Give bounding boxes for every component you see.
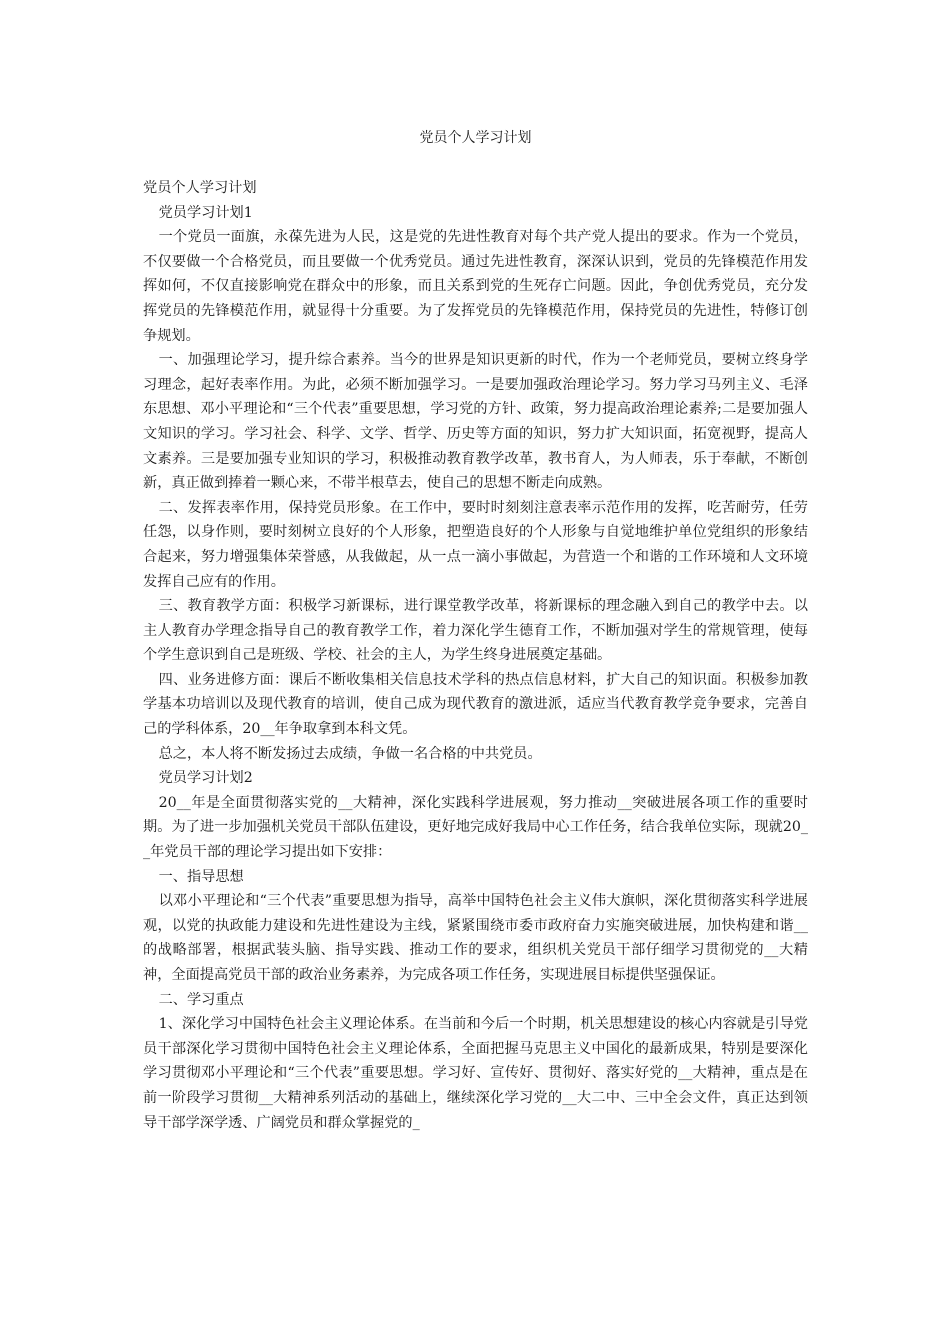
paragraph: 二、发挥表率作用，保持党员形象。在工作中，要时时刻刻注意表率示范作用的发挥，吃苦耐劳，任劳任怨，以身作则，要时刻树立良好的个人形象，把塑造良好的个人形象与自觉地维护单位党组织的形象结合起来，努力增强集体荣誉感，从我做起，从一点一滴小事做起，为营造一个和谐的工作环境和人文环境发挥自己应有的作用。 (143, 499, 808, 590)
paragraph: 党员个人学习计划 (143, 180, 257, 196)
paragraph: 1、深化学习中国特色社会主义理论体系。在当前和今后一个时期，机关思想建设的核心内容就是引导党员干部深化学习贯彻中国特色社会主义理论体系，全面把握马克思主义中国化的最新成果，特别是要深化学习贯彻邓小平理论和“三个代表”重要思想。学习好、宣传好、贯彻好、落实好党的__大精神，重点是在前一阶段学习贯彻__大精神系列活动的基础上，继续深化学习党的__大二中、三中全会文件，真正达到领导干部学深学透、广阔党员和群众掌握党的_ (143, 1016, 808, 1131)
paragraph: 以邓小平理论和“三个代表”重要思想为指导，高举中国特色社会主义伟大旗帜，深化贯彻落实科学进展观，以党的执政能力建设和先进性建设为主线，紧紧围绕市委市政府奋力实施突破进展，加快构建和谐__的战略部署，根据武装头脑、指导实践、推动工作的要求，组织机关党员干部仔细学习贯彻党的__大精神，全面提高党员干部的政治业务素养，为完成各项工作任务，实现进展目标提供坚强保证。 (143, 893, 808, 983)
paragraph: 四、业务进修方面：课后不断收集相关信息技术学科的热点信息材料，扩大自己的知识面。积极参加教学基本功培训以及现代教育的培训，使自己成为现代教育的激进派，适应当代教育教学竞争要求，完善自己的学科体系，20__年争取拿到本科文凭。 (143, 671, 808, 738)
paragraph: 党员学习计划2 (158, 770, 253, 787)
paragraph: 三、教育教学方面：积极学习新课标，进行课堂教学改革，将新课标的理念融入到自己的教学中去。以主人教育办学理念指导自己的教育教学工作，着力深化学生德育工作，不断加强对学生的常规管理，使每个学生意识到自己是班级、学校、社会的主人，为学生终身进展奠定基础。 (143, 598, 808, 664)
document-title: 党员个人学习计划 (419, 130, 532, 146)
paragraph: 总之，本人将不断发扬过去成绩，争做一名合格的中共党员。 (158, 745, 542, 762)
document-body (143, 176, 808, 1135)
paragraph: 二、学习重点 (158, 991, 244, 1008)
paragraph: 一、加强理论学习，提升综合素养。当今的世界是知识更新的时代，作为一个老师党员，要树立终身学习理念，起好表率作用。为此，必须不断加强学习。一是要加强政治理论学习。努力学习马列主义、毛泽东思想、邓小平理论和“三个代表”重要思想，学习党的方针、政策，努力提高政治理论素养;二是要加强人文知识的学习。学习社会、科学、文学、哲学、历史等方面的知识，努力扩大知识面，拓宽视野，提高人文素养。三是要加强专业知识的学习，积极推动教育教学改革，教书育人，为人师表，乐于奉献，不断创新，真正做到捧着一颗心来，不带半根草去，使自己的思想不断走向成熟。 (143, 352, 808, 492)
paragraph: 一个党员一面旗，永葆先进为人民，这是党的先进性教育对每个共产党人提出的要求。作为一个党员，不仅要做一个合格党员，而且要做一个优秀党员。通过先进性教育，深深认识到，党员的先锋模范作用发挥如何，不仅直接影响党在群众中的形象，而且关系到党的生死存亡问题。因此，争创优秀党员，充分发挥党员的先锋模范作用，就显得十分重要。为了发挥党员的先锋模范作用，保持党员的先进性，特修订创争规划。 (143, 229, 808, 344)
paragraph: 20__年是全面贯彻落实党的__大精神，深化实践科学进展观，努力推动__突破进展各项工作的重要时期。为了进一步加强机关党员干部队伍建设，更好地完成好我局中心工作任务，结合我单位实际，现就20__年党员干部的理论学习提出如下安排： (143, 794, 808, 861)
paragraph: 一、指导思想 (158, 868, 244, 885)
paragraph: 党员学习计划1 (158, 204, 253, 221)
